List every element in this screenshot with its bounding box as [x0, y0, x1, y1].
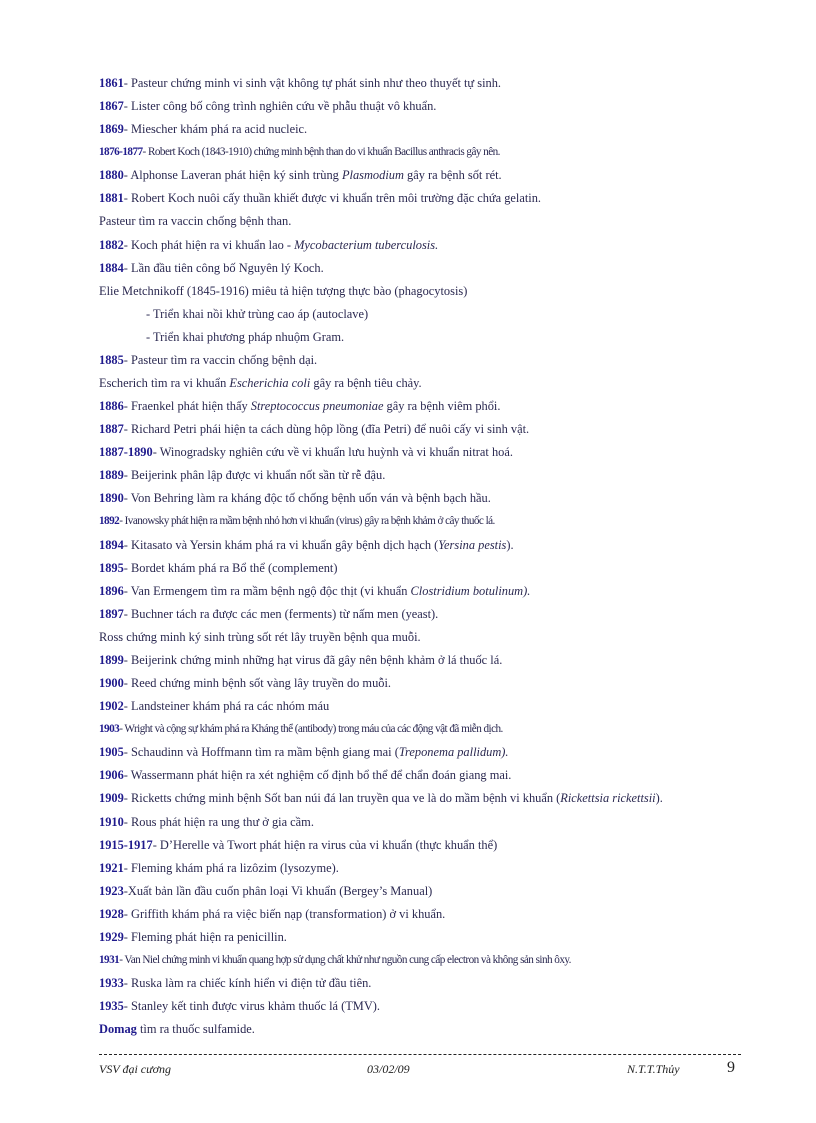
entry-text: - Ruska làm ra chiếc kính hiển vi điện tử đầu tiên. — [123, 976, 372, 991]
page-number: 9 — [727, 1059, 735, 1076]
timeline-entry — [99, 234, 739, 257]
timeline-entry — [99, 926, 739, 949]
timeline-entry — [99, 880, 739, 903]
timeline-entry — [99, 141, 739, 164]
timeline-entry — [99, 626, 739, 649]
footer-course-title: VSV đại cương — [99, 1062, 172, 1076]
timeline-entry — [99, 72, 739, 95]
entry-year: 1861 — [99, 76, 124, 90]
timeline-entry — [99, 603, 739, 626]
entry-text: - Van Niel chứng minh vi khuẩn quang hợp sử dụng chất khử như nguồn cung cấp electron và không sản sinh ôxy. — [119, 953, 571, 966]
entry-year: 1895 — [99, 560, 124, 575]
timeline-list — [99, 72, 739, 1041]
entry-year: 1921 — [99, 860, 124, 875]
entry-year: 1884 — [99, 260, 124, 275]
entry-text: - Rous phát hiện ra ung thư ở gia cầm. — [123, 814, 314, 829]
entry-text: - Van Ermengem tìm ra mầm bệnh ngộ độc thịt (vi khuẩn — [123, 583, 411, 598]
entry-text: - Wassermann phát hiện ra xét nghiệm cố định bổ thể để chẩn đoán giang mai. — [123, 768, 512, 783]
entry-year: 1915-1917 — [99, 837, 153, 852]
entry-text: - Reed chứng minh bệnh sốt vàng lây truyền do muỗi. — [123, 676, 391, 691]
timeline-entry — [99, 695, 739, 718]
entry-text: - Bordet khám phá ra Bổ thể (complement) — [123, 560, 338, 575]
entry-year: 1869 — [99, 122, 124, 137]
entry-year: 1890 — [99, 491, 124, 506]
entry-year: 1910 — [99, 814, 124, 829]
entry-text-tail: gây ra bệnh tiêu chảy. — [310, 376, 422, 391]
entry-text: - Richard Petri phái hiện ta cách dùng hộp lồng (đĩa Petri) để nuôi cấy vi sinh vật. — [123, 422, 530, 437]
entry-year: 1909 — [99, 791, 124, 806]
entry-species-name: Escherichia coli — [229, 376, 311, 391]
entry-year: 1887 — [99, 422, 124, 437]
timeline-entry — [99, 257, 739, 280]
entry-species-name: Plasmodium — [341, 168, 404, 183]
timeline-entry — [99, 534, 739, 557]
entry-text: -Xuất bản lần đầu cuốn phân loại Vi khuẩn (Bergey’s Manual) — [123, 883, 433, 898]
entry-year: 1876-1877 — [99, 146, 143, 159]
footer-divider — [99, 1054, 741, 1055]
entry-year: 1928 — [99, 906, 124, 921]
entry-text: - Beijerink chứng minh những hạt virus đã gây nên bệnh khảm ở lá thuốc lá. — [123, 652, 503, 667]
timeline-entry — [99, 903, 739, 926]
entry-text: - Stanley kết tinh được virus khảm thuốc lá (TMV). — [123, 999, 380, 1014]
entry-text: - Robert Koch nuôi cấy thuần khiết được vi khuẩn trên môi trường đặc chứa gelatin. — [123, 191, 542, 206]
entry-text: - Schaudinn và Hoffmann tìm ra mầm bệnh giang mai ( — [123, 745, 399, 760]
timeline-entry — [99, 672, 739, 695]
entry-text: - Ivanowsky phát hiện ra mầm bệnh nhỏ hơn vi khuẩn (virus) gây ra bệnh khảm ở cây thuốc lá. — [119, 515, 495, 528]
entry-year: 1923 — [99, 883, 124, 898]
entry-text: - Alphonse Laveran phát hiện ký sinh trùng — [123, 168, 342, 183]
timeline-entry — [99, 857, 739, 880]
entry-text: - Lần đầu tiên công bố Nguyên lý Koch. — [123, 260, 324, 275]
timeline-entry — [99, 557, 739, 580]
entry-species-name: Treponema pallidum). — [398, 745, 509, 760]
entry-text: - Fleming khám phá ra lizôzim (lysozyme). — [123, 860, 339, 875]
timeline-entry — [99, 441, 739, 464]
entry-text: - Wright và cộng sự khám phá ra Kháng thể (antibody) trong máu của các động vật đã miễn dịch. — [119, 723, 503, 736]
entry-text: - Triển khai phương pháp nhuộm Gram. — [146, 329, 345, 344]
entry-year: 1902 — [99, 699, 124, 714]
entry-year: 1880 — [99, 168, 124, 183]
entry-text: Escherich tìm ra vi khuẩn — [99, 376, 230, 391]
page-footer — [0, 1060, 816, 1084]
entry-text: - Fraenkel phát hiện thấy — [123, 399, 251, 414]
timeline-entry — [99, 834, 739, 857]
timeline-entry — [99, 187, 739, 210]
entry-year: 1931 — [99, 953, 120, 966]
entry-text: Pasteur tìm ra vaccin chống bệnh than. — [99, 214, 292, 229]
timeline-entry — [99, 95, 739, 118]
entry-text: - Lister công bố công trình nghiên cứu về phẫu thuật vô khuẩn. — [123, 99, 437, 114]
entry-text: - Miescher khám phá ra acid nucleic. — [123, 122, 308, 137]
timeline-entry — [99, 649, 739, 672]
timeline-entry — [99, 303, 739, 326]
entry-text-tail: ). — [506, 537, 514, 552]
entry-species-name: Clostridium botulinum). — [410, 583, 531, 598]
entry-year: 1885 — [99, 352, 124, 367]
entry-text: - Kitasato và Yersin khám phá ra vi khuẩn gây bệnh dịch hạch ( — [123, 537, 439, 552]
entry-text-tail: gây ra bệnh sốt rét. — [403, 168, 502, 183]
footer-date: 03/02/09 — [367, 1062, 410, 1076]
entry-year: 1867 — [99, 99, 124, 114]
entry-year: 1929 — [99, 929, 124, 944]
entry-year: 1903 — [99, 723, 120, 736]
entry-text: - Pasteur chứng minh vi sinh vật không tự phát sinh như theo thuyết tự sinh. — [123, 76, 501, 90]
timeline-entry — [99, 164, 739, 187]
timeline-entry — [99, 395, 739, 418]
entry-year: 1935 — [99, 999, 124, 1014]
timeline-entry — [99, 811, 739, 834]
entry-text: - Triển khai nồi khử trùng cao áp (autoclave) — [146, 306, 369, 321]
entry-year: 1892 — [99, 515, 120, 528]
timeline-entry — [99, 718, 739, 741]
timeline-entry — [99, 580, 739, 603]
entry-year: 1882 — [99, 237, 124, 252]
timeline-entry — [99, 972, 739, 995]
entry-year: 1933 — [99, 976, 124, 991]
timeline-entry — [99, 326, 739, 349]
timeline-entry — [99, 118, 739, 141]
timeline-entry — [99, 787, 739, 810]
timeline-entry — [99, 280, 739, 303]
entry-year: 1889 — [99, 468, 124, 483]
entry-year: 1899 — [99, 652, 124, 667]
entry-text: Ross chứng minh ký sinh trùng sốt rét lây truyền bệnh qua muỗi. — [99, 629, 421, 644]
entry-text: - Winogradsky nghiên cứu về vi khuẩn lưu huỳnh và vi khuẩn nitrat hoá. — [152, 445, 513, 460]
timeline-entry — [99, 349, 739, 372]
entry-text: - Landsteiner khám phá ra các nhóm máu — [123, 699, 330, 714]
entry-text: - Buchner tách ra được các men (ferments) từ nấm men (yeast). — [123, 606, 439, 621]
entry-text-tail: gây ra bệnh viêm phổi. — [383, 399, 501, 414]
entry-year: 1897 — [99, 606, 124, 621]
entry-year: 1900 — [99, 676, 124, 691]
entry-species-name: Mycobacterium tuberculosis. — [294, 237, 439, 252]
entry-year: 1886 — [99, 399, 124, 414]
entry-year: Domag — [99, 1022, 137, 1037]
entry-text: - Pasteur tìm ra vaccin chống bệnh dại. — [123, 352, 318, 367]
entry-text: - Griffith khám phá ra việc biến nạp (transformation) ở vi khuẩn. — [123, 906, 446, 921]
entry-text: - Fleming phát hiện ra penicillin. — [123, 929, 287, 944]
entry-year: 1894 — [99, 537, 124, 552]
timeline-entry — [99, 487, 739, 510]
entry-text: - Beijerink phân lập được vi khuẩn nốt sần từ rễ đậu. — [123, 468, 386, 483]
entry-year: 1905 — [99, 745, 124, 760]
timeline-entry — [99, 464, 739, 487]
entry-text: - D’Herelle và Twort phát hiện ra virus của vi khuẩn (thực khuẩn thể) — [152, 837, 498, 852]
entry-text: - Von Behring làm ra kháng độc tố chống bệnh uốn ván và bệnh bạch hầu. — [123, 491, 491, 506]
entry-year: 1887-1890 — [99, 445, 153, 460]
timeline-entry — [99, 995, 739, 1018]
entry-text: - Ricketts chứng minh bệnh Sốt ban núi đá lan truyền qua ve là do mầm bệnh vi khuẩn ( — [123, 791, 561, 806]
entry-text: Elie Metchnikoff (1845-1916) miêu tả hiện tượng thực bào (phagocytosis) — [99, 283, 468, 298]
entry-year: 1896 — [99, 583, 124, 598]
timeline-entry — [99, 418, 739, 441]
entry-text: - Koch phát hiện ra vi khuẩn lao - — [123, 237, 295, 252]
entry-species-name: Rickettsia rickettsii — [560, 791, 656, 806]
footer-author: N.T.T.Thủy — [627, 1062, 680, 1076]
entry-species-name: Streptococcus pneumoniae — [250, 399, 384, 414]
timeline-entry — [99, 741, 739, 764]
entry-species-name: Yersina pestis — [438, 537, 507, 552]
timeline-entry — [99, 949, 739, 972]
entry-text-tail: ). — [655, 791, 663, 806]
timeline-entry — [99, 764, 739, 787]
timeline-entry — [99, 1018, 739, 1041]
timeline-entry — [99, 510, 739, 533]
entry-year: 1906 — [99, 768, 124, 783]
timeline-entry — [99, 372, 739, 395]
entry-text: tìm ra thuốc sulfamide. — [136, 1022, 255, 1037]
entry-year: 1881 — [99, 191, 124, 206]
timeline-entry — [99, 210, 739, 233]
entry-text: - Robert Koch (1843-1910) chứng minh bệnh than do vi khuẩn Bacillus anthracis gây nên. — [142, 146, 500, 159]
